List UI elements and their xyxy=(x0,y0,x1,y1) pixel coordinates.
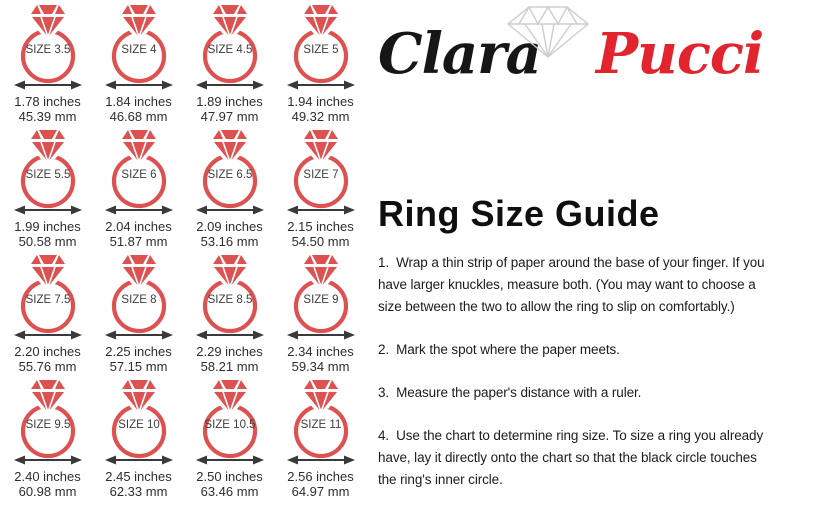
ring-size-label: SIZE 7 xyxy=(302,169,339,181)
ring-with-diamond-icon xyxy=(12,130,84,218)
page-title: Ring Size Guide xyxy=(378,193,660,234)
ring-size-cell xyxy=(93,378,184,503)
instruction-step xyxy=(378,339,839,361)
ring-inches-value: 1.78 inches xyxy=(14,94,81,109)
ring-mm-value: 60.98 mm xyxy=(18,484,77,499)
ring-size-label: SIZE 8 xyxy=(120,294,157,306)
ring-inches-value: 2.34 inches xyxy=(287,344,354,359)
ring-size-label: SIZE 11 xyxy=(300,419,341,431)
ring-inches-value: 2.29 inches xyxy=(196,344,263,359)
ring-measurement xyxy=(14,469,81,499)
step-text: Use the chart to determine ring size. To size a ring you already have, lay it directly onto the chart so that the black circle touches the ring's inner circle. xyxy=(378,428,764,487)
ring-size-cell xyxy=(93,253,184,378)
ring-inches-value: 2.56 inches xyxy=(287,469,354,484)
ring-with-diamond-icon xyxy=(194,130,266,218)
ring-measurement xyxy=(105,469,172,499)
diamond-outline-icon xyxy=(496,2,600,60)
ring-with-diamond-icon xyxy=(12,5,84,93)
ring-size-label: SIZE 8.5 xyxy=(207,294,252,306)
ring-with-diamond-icon xyxy=(285,130,357,218)
ring-size-label: SIZE 4.5 xyxy=(207,44,252,56)
ring-inches-value: 2.50 inches xyxy=(196,469,263,484)
ring-measurement xyxy=(287,344,354,374)
ring-measurement xyxy=(196,94,263,124)
ring-size-cell xyxy=(93,3,184,128)
ring-inches-value: 2.15 inches xyxy=(287,219,354,234)
ring-mm-value: 50.58 mm xyxy=(18,234,77,249)
ring-mm-value: 58.21 mm xyxy=(200,359,259,374)
ring-mm-value: 62.33 mm xyxy=(109,484,168,499)
ring-size-chart xyxy=(2,3,366,503)
ring-size-cell xyxy=(275,378,366,503)
ring-size-label: SIZE 9.5 xyxy=(25,419,70,431)
ring-size-label: SIZE 5.5 xyxy=(25,169,70,181)
ring-with-diamond-icon xyxy=(12,255,84,343)
ring-size-cell xyxy=(2,253,93,378)
ring-size-label: SIZE 7.5 xyxy=(25,294,70,306)
ring-measurement xyxy=(287,219,354,249)
ring-with-diamond-icon xyxy=(285,5,357,93)
ring-measurement xyxy=(14,344,81,374)
ring-mm-value: 45.39 mm xyxy=(18,109,77,124)
step-number: 2. xyxy=(378,342,390,357)
ring-mm-value: 47.97 mm xyxy=(200,109,259,124)
step-text: Measure the paper's distance with a ruler. xyxy=(396,385,642,400)
ring-measurement xyxy=(105,219,172,249)
ring-mm-value: 49.32 mm xyxy=(291,109,350,124)
ring-size-cell xyxy=(184,128,275,253)
ring-size-cell xyxy=(2,3,93,128)
ring-measurement xyxy=(196,469,263,499)
instruction-list xyxy=(378,252,839,512)
ring-with-diamond-icon xyxy=(285,255,357,343)
ring-size-label: SIZE 10.5 xyxy=(203,419,256,431)
ring-size-label: SIZE 6.5 xyxy=(207,169,252,181)
ring-inches-value: 1.94 inches xyxy=(287,94,354,109)
ring-inches-value: 1.84 inches xyxy=(105,94,172,109)
ring-measurement xyxy=(105,94,172,124)
ring-mm-value: 64.97 mm xyxy=(291,484,350,499)
ring-measurement xyxy=(287,94,354,124)
brand-name-pucci: Pucci xyxy=(596,21,764,87)
step-number: 4. xyxy=(378,428,390,443)
ring-with-diamond-icon xyxy=(103,255,175,343)
ring-size-cell xyxy=(184,3,275,128)
ring-inches-value: 2.09 inches xyxy=(196,219,263,234)
ring-measurement xyxy=(196,219,263,249)
ring-size-cell xyxy=(2,128,93,253)
ring-measurement xyxy=(196,344,263,374)
ring-inches-value: 2.20 inches xyxy=(14,344,81,359)
ring-size-cell xyxy=(2,378,93,503)
ring-size-label: SIZE 9 xyxy=(302,294,339,306)
ring-mm-value: 51.87 mm xyxy=(109,234,168,249)
step-text: Wrap a thin strip of paper around the base of your finger. If you have larger knuckles, measure both. (You may want to choose a size between the two to allow the ring to slip on comfortably.) xyxy=(378,255,765,314)
ring-inches-value: 2.04 inches xyxy=(105,219,172,234)
ring-mm-value: 46.68 mm xyxy=(109,109,168,124)
guide-panel xyxy=(378,0,839,501)
ring-size-label: SIZE 10 xyxy=(117,419,160,431)
ring-mm-value: 63.46 mm xyxy=(200,484,259,499)
ring-measurement xyxy=(287,469,354,499)
ring-with-diamond-icon xyxy=(103,130,175,218)
ring-with-diamond-icon xyxy=(194,255,266,343)
ring-with-diamond-icon xyxy=(12,380,84,468)
instruction-step xyxy=(378,252,839,318)
ring-size-cell xyxy=(93,128,184,253)
ring-mm-value: 55.76 mm xyxy=(18,359,77,374)
ring-measurement xyxy=(105,344,172,374)
ring-measurement xyxy=(14,219,81,249)
ring-mm-value: 53.16 mm xyxy=(200,234,259,249)
ring-with-diamond-icon xyxy=(103,5,175,93)
ring-measurement xyxy=(14,94,81,124)
brand-name-clara: Clara xyxy=(378,21,541,87)
ring-inches-value: 1.99 inches xyxy=(14,219,81,234)
ring-size-label: SIZE 5 xyxy=(302,44,339,56)
ring-inches-value: 2.25 inches xyxy=(105,344,172,359)
ring-mm-value: 59.34 mm xyxy=(291,359,350,374)
ring-size-cell xyxy=(184,378,275,503)
ring-mm-value: 54.50 mm xyxy=(291,234,350,249)
ring-mm-value: 57.15 mm xyxy=(109,359,168,374)
ring-with-diamond-icon xyxy=(194,5,266,93)
ring-with-diamond-icon xyxy=(285,380,357,468)
ring-size-label: SIZE 4 xyxy=(120,44,157,56)
instruction-step xyxy=(378,382,839,404)
ring-size-cell xyxy=(275,128,366,253)
ring-size-label: SIZE 6 xyxy=(120,169,157,181)
brand-logo xyxy=(378,0,839,110)
ring-inches-value: 2.45 inches xyxy=(105,469,172,484)
ring-size-cell xyxy=(275,253,366,378)
ring-inches-value: 2.40 inches xyxy=(14,469,81,484)
step-text: Mark the spot where the paper meets. xyxy=(396,342,620,357)
ring-size-label: SIZE 3.5 xyxy=(25,44,70,56)
ring-size-cell xyxy=(275,3,366,128)
ring-size-cell xyxy=(184,253,275,378)
ring-with-diamond-icon xyxy=(194,380,266,468)
step-number: 3. xyxy=(378,385,390,400)
instruction-step xyxy=(378,425,839,491)
ring-with-diamond-icon xyxy=(103,380,175,468)
ring-inches-value: 1.89 inches xyxy=(196,94,263,109)
step-number: 1. xyxy=(378,255,390,270)
